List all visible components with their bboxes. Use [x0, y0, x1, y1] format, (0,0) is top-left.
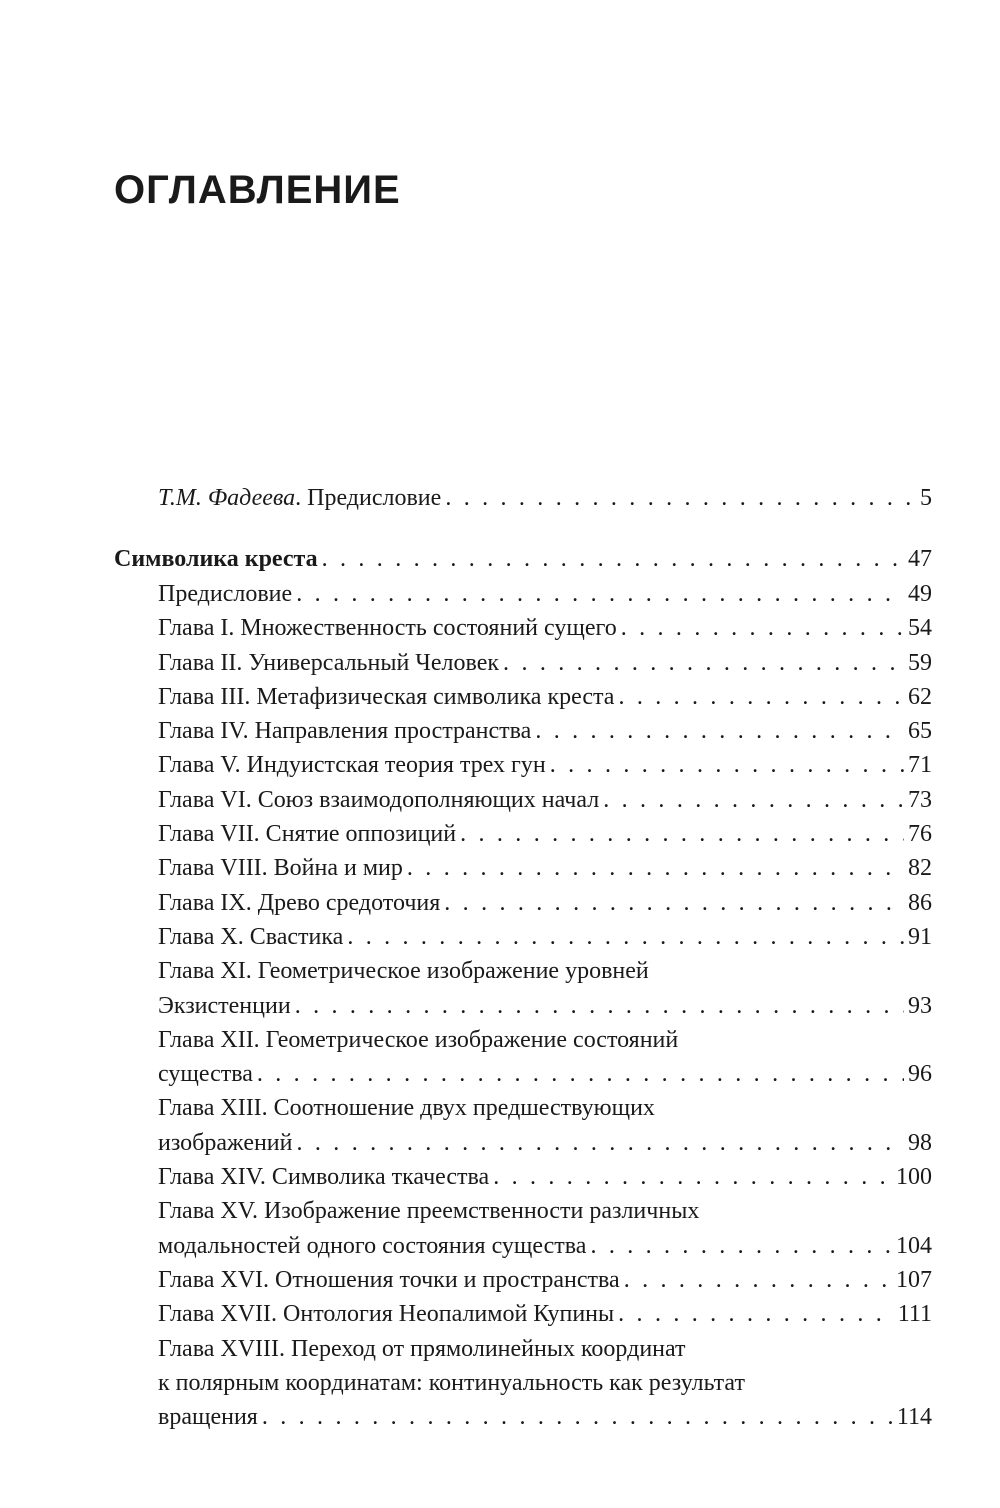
entry-title-line: вращения [158, 1404, 258, 1430]
entry-title-line: Глава XII. Геометрическое изображение состояний [158, 1027, 679, 1053]
dot-leader [493, 1161, 892, 1194]
toc-entry-line[interactable] [158, 1024, 932, 1057]
toc-entry-preface[interactable] [158, 482, 932, 515]
dot-leader [624, 1264, 892, 1297]
entry-title-line: Глава II. Универсальный Человек [158, 650, 500, 676]
toc-entry[interactable] [158, 578, 932, 611]
toc-entry-line[interactable] [158, 1367, 932, 1400]
entry-title-line: Глава XVIII. Переход от прямолинейных координат [158, 1336, 686, 1362]
dot-leader [503, 647, 904, 680]
entry-title-line: Глава VII. Снятие оппозиций [158, 821, 457, 847]
page-number: 73 [908, 787, 932, 813]
toc-entry[interactable] [158, 647, 932, 680]
entry-title-line: Глава IX. Древо средоточия [158, 890, 441, 916]
toc-part-heading[interactable] [114, 543, 932, 576]
dot-leader [444, 887, 904, 920]
entry-title-line: модальностей одного состояния существа [158, 1233, 587, 1259]
page-number: 71 [908, 752, 932, 778]
page-number: 100 [896, 1164, 932, 1190]
dot-leader [621, 612, 904, 645]
dot-leader [297, 1127, 905, 1160]
entry-title-line: Глава IV. Направления пространства [158, 718, 532, 744]
dot-leader [535, 715, 904, 748]
page-number: 65 [908, 718, 932, 744]
entry-title-line: Глава XI. Геометрическое изображение уровней [158, 958, 649, 984]
toc-entry[interactable] [158, 715, 932, 748]
entry-title-line: Глава XV. Изображение преемственности различных [158, 1198, 700, 1224]
toc-entry[interactable] [158, 1401, 932, 1434]
entry-title-line: изображений [158, 1130, 293, 1156]
toc-entry[interactable] [158, 990, 932, 1023]
page-title: ОГЛАВЛЕНИЕ [114, 168, 401, 212]
toc-entry[interactable] [158, 784, 932, 817]
entry-title-line: Предисловие [158, 581, 293, 607]
page-number: 5 [920, 485, 932, 511]
part-title: Символика креста [114, 546, 318, 572]
toc-entry-line[interactable] [158, 1333, 932, 1366]
toc-entry[interactable] [158, 921, 932, 954]
dot-leader [322, 543, 904, 576]
toc-entry[interactable] [158, 612, 932, 645]
page-number: 49 [908, 581, 932, 607]
page-number: 111 [897, 1301, 932, 1327]
page-number: 91 [908, 924, 932, 950]
toc-entry-line[interactable] [158, 1092, 932, 1125]
page-number: 86 [908, 890, 932, 916]
page-number: 47 [908, 546, 932, 572]
page-number: 96 [908, 1061, 932, 1087]
dot-leader [445, 482, 916, 515]
page-number: 59 [908, 650, 932, 676]
page-number: 54 [908, 615, 932, 641]
entry-title-line: существа [158, 1061, 253, 1087]
toc-entry[interactable] [158, 1058, 932, 1091]
toc-entry[interactable] [158, 681, 932, 714]
entry-title-line: Глава III. Метафизическая символика креста [158, 684, 615, 710]
dot-leader [407, 852, 904, 885]
dot-leader [296, 578, 904, 611]
toc-entry[interactable] [158, 852, 932, 885]
entry-title-line: Экзистенции [158, 993, 291, 1019]
entry-title-line: Глава XIV. Символика ткачества [158, 1164, 490, 1190]
dot-leader [257, 1058, 904, 1091]
dot-leader [347, 921, 904, 954]
toc-entry[interactable] [158, 818, 932, 851]
preface-title: . Предисловие [295, 485, 442, 511]
toc-entry[interactable] [158, 1127, 932, 1160]
entry-title-line: Глава XVI. Отношения точки и пространства [158, 1267, 620, 1293]
toc-entry[interactable] [158, 1264, 932, 1297]
dot-leader [550, 749, 904, 782]
page-number: 107 [896, 1267, 932, 1293]
preface-author: Т.М. Фадеева [158, 485, 296, 511]
page-number: 62 [908, 684, 932, 710]
dot-leader [262, 1401, 893, 1434]
entry-title-line: Глава VI. Союз взаимодополняющих начал [158, 787, 600, 813]
entry-title-line: Глава I. Множественность состояний сущего [158, 615, 617, 641]
toc-entry[interactable] [158, 1161, 932, 1194]
toc-entry-line[interactable] [158, 955, 932, 988]
page-number: 104 [896, 1233, 932, 1259]
toc-entry-line[interactable] [158, 1195, 932, 1228]
toc-entry[interactable] [158, 1298, 932, 1331]
dot-leader [618, 1298, 894, 1331]
toc-entry[interactable] [158, 749, 932, 782]
dot-leader [460, 818, 904, 851]
dot-leader [618, 681, 904, 714]
dot-leader [295, 990, 904, 1023]
page-number: 93 [908, 993, 932, 1019]
toc-entry[interactable] [158, 887, 932, 920]
entry-title-line: к полярным координатам: континуальность как результат [158, 1370, 745, 1396]
entry-title-line: Глава X. Свастика [158, 924, 344, 950]
page-number: 82 [908, 855, 932, 881]
entry-title-line: Глава VIII. Война и мир [158, 855, 403, 881]
toc-entry[interactable] [158, 1230, 932, 1263]
entry-title-line: Глава V. Индуистская теория трех гун [158, 752, 546, 778]
dot-leader [590, 1230, 892, 1263]
dot-leader [603, 784, 904, 817]
entry-title-line: Глава XIII. Соотношение двух предшествующих [158, 1095, 655, 1121]
entry-title-line: Глава XVII. Онтология Неопалимой Купины [158, 1301, 615, 1327]
page-number: 98 [908, 1130, 932, 1156]
page-number: 76 [908, 821, 932, 847]
page-number: 114 [896, 1404, 932, 1430]
